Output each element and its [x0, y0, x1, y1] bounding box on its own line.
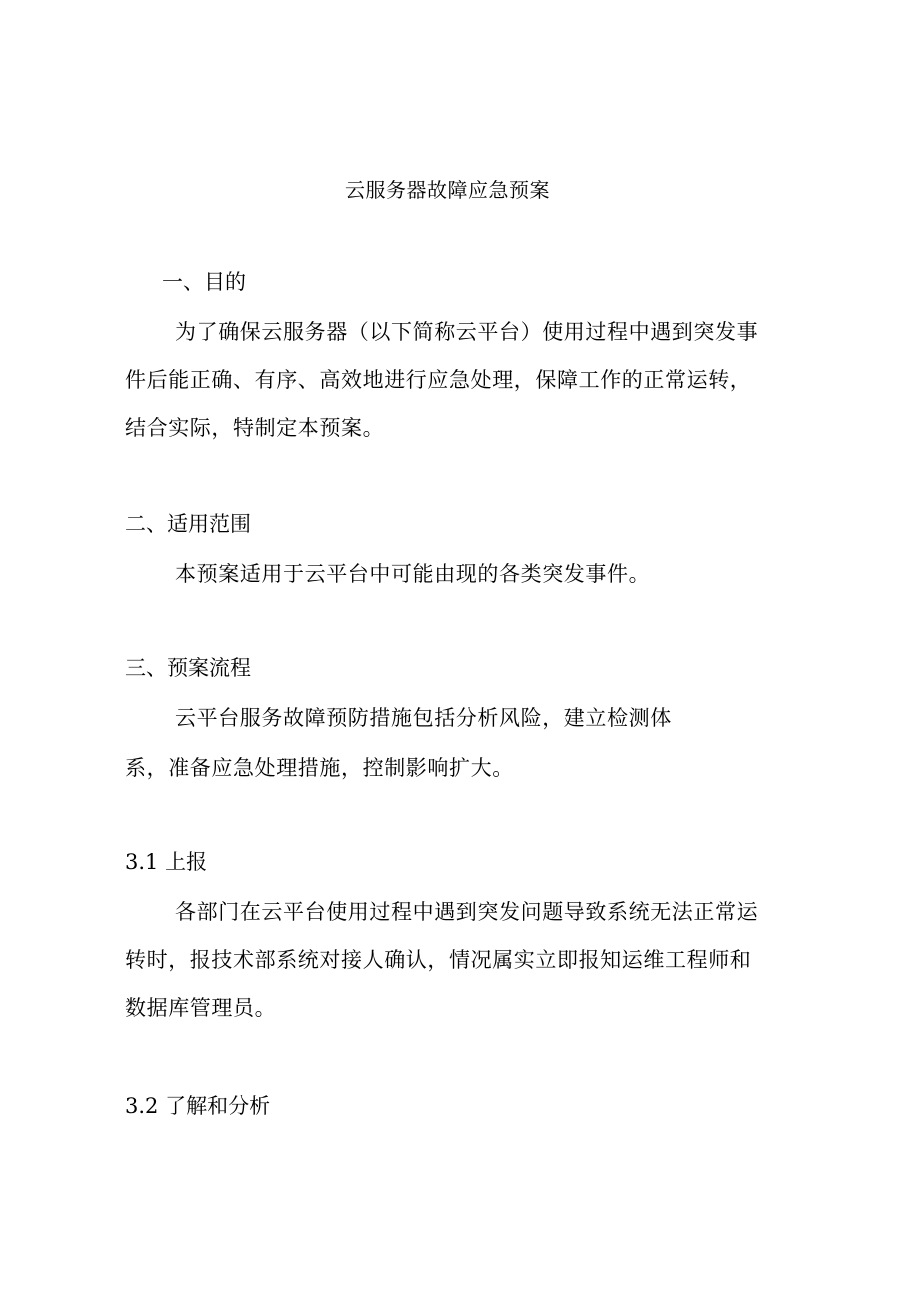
paragraph-line: 为了确保云服务器（以下简称云平台）使用过程中遇到突发事 [175, 320, 759, 344]
paragraph-line: 件后能正确、有序、高效地进行应急处理，保障工作的正常运转， [125, 368, 752, 392]
section-heading-scope: 二、适用范围 [125, 512, 251, 536]
paragraph-line: 本预案适用于云平台中可能由现的各类突发事件。 [175, 562, 651, 586]
paragraph-line: 转时，报技术部系统对接人确认，情况属实立即报知运维工程师和 [125, 948, 752, 972]
paragraph-line: 系，准备应急处理措施，控制影响扩大。 [125, 756, 514, 780]
paragraph-line: 云平台服务故障预防措施包括分析风险，建立检测体 [175, 706, 672, 730]
section-heading-process: 三、预案流程 [125, 656, 251, 680]
paragraph-line: 各部门在云平台使用过程中遇到突发问题导致系统无法正常运 [175, 900, 759, 924]
paragraph-line: 数据库管理员。 [125, 996, 277, 1020]
section-heading-purpose: 一、目的 [162, 270, 246, 294]
page-title: 云服务器故障应急预案 [345, 178, 550, 202]
section-heading-analysis: 3.2 了解和分析 [125, 1094, 271, 1118]
section-heading-report: 3.1 上报 [125, 850, 208, 874]
paragraph-line: 结合实际，特制定本预案。 [125, 416, 385, 440]
